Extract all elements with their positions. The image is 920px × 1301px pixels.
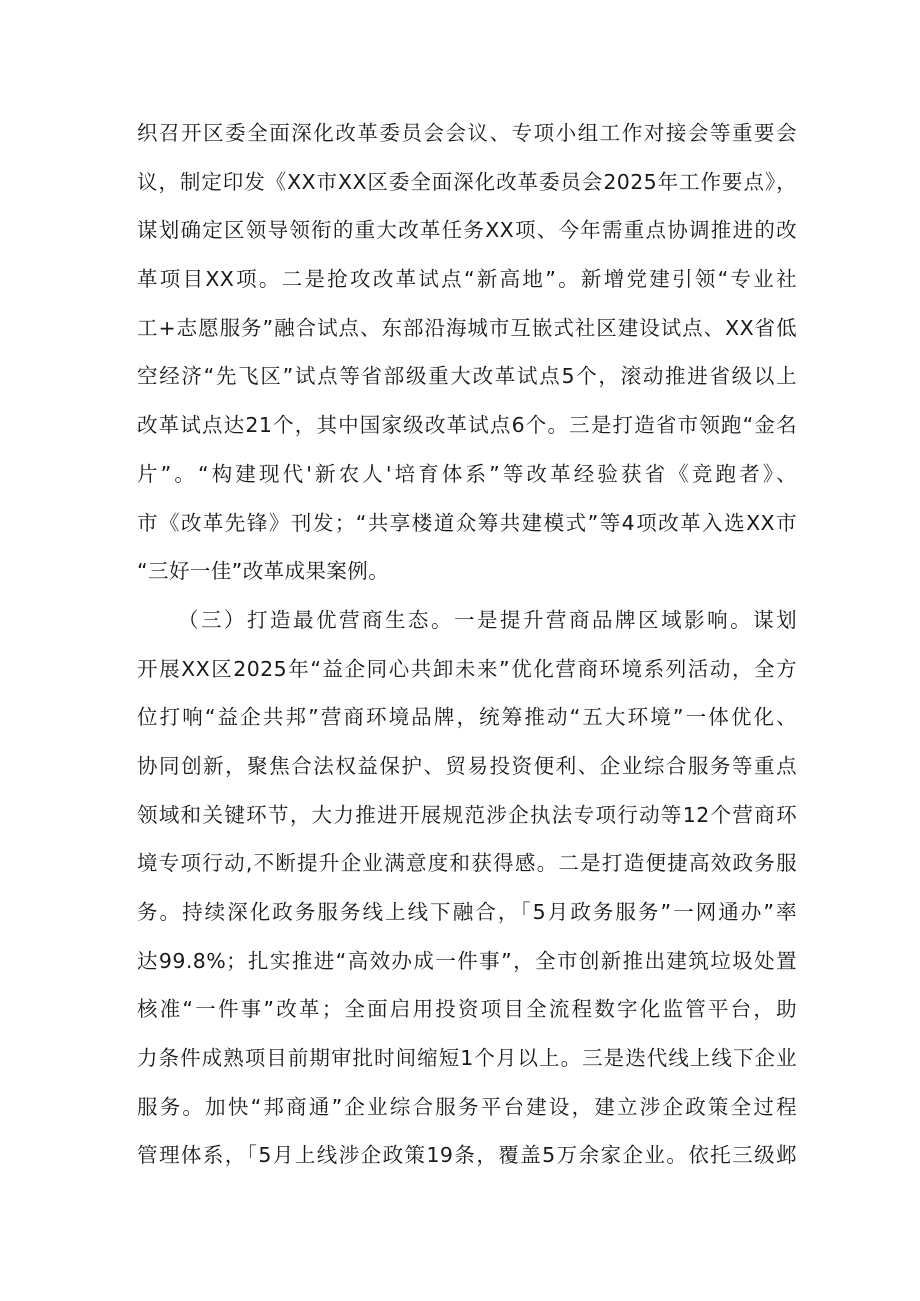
text-line: 服务。加快“邦商通”企业综合服务平台建设，建立涉企政策全过程 — [137, 1094, 797, 1119]
text-line: 位打响“益企共邦”营商环境品牌，统筹推动“五大环境”一体优化、 — [137, 705, 797, 730]
text-line: 力条件成熟项目前期审批时间缩短1个月以上。三是迭代线上线下企业 — [137, 1046, 797, 1071]
section-heading-line: （三）打造最优营商生态。一是提升营商品牌区域影响。谋划 — [178, 607, 797, 632]
text-line: 领域和关键环节，大力推进开展规范涉企执法专项行动等12个营商环 — [137, 802, 797, 827]
text-line: 开展XX区2025年“益企同心共卸未来”优化营商环境系列活动，全方 — [137, 656, 797, 681]
paragraph-end-line: “三好一佳”改革成果案例。 — [137, 559, 390, 584]
text-line: 管理体系，「5月上线涉企政策19条，覆盖5万余家企业。依托三级邺 — [137, 1143, 797, 1168]
text-line: 市《改革先锋》刊发；“共享楼道众筹共建模式”等4项改革入选XX市 — [137, 510, 797, 535]
text-line: 谋划确定区领导领衔的重大改革任务XX项、今年需重点协调推进的改 — [137, 218, 797, 243]
text-line: 境专项行动,不断提升企业满意度和获得感。二是打造便捷高效政务服 — [137, 851, 797, 876]
text-line: 工+志愿服务”融合试点、东部沿海城市互嵌式社区建设试点、XX省低 — [137, 315, 797, 340]
text-line: 革项目XX项。二是抢攻改革试点“新高地”。新增党建引领“专业社 — [137, 267, 797, 292]
text-line: 议，制定印发《XX市XX区委全面深化改革委员会2025年工作要点》， — [137, 169, 797, 194]
text-line: 改革试点达21个，其中国家级改革试点6个。三是打造省市领跑“金名 — [137, 413, 797, 438]
text-line: 务。持续深化政务服务线上线下融合，「5月政务服务”一网通办”率 — [137, 900, 797, 924]
text-line: 织召开区委全面深化改革委员会会议、专项小组工作对接会等重要会 — [137, 121, 797, 145]
text-line: 协同创新，聚焦合法权益保护、贸易投资便利、企业综合服务等重点 — [137, 753, 797, 778]
document-body — [137, 113, 797, 1184]
text-line: 核准“一件事”改革；全面启用投资项目全流程数字化监管平台，助 — [137, 997, 797, 1022]
text-line: 片”。“构建现代'新农人'培育体系”等改革经验获省《竞跑者》、 — [137, 461, 797, 486]
text-line: 达99.8%；扎实推进“高效办成一件事”，全市创新推出建筑垃圾处置 — [137, 948, 797, 973]
text-line: 空经济“先飞区”试点等省部级重大改革试点5个，滚动推进省级以上 — [137, 364, 797, 389]
